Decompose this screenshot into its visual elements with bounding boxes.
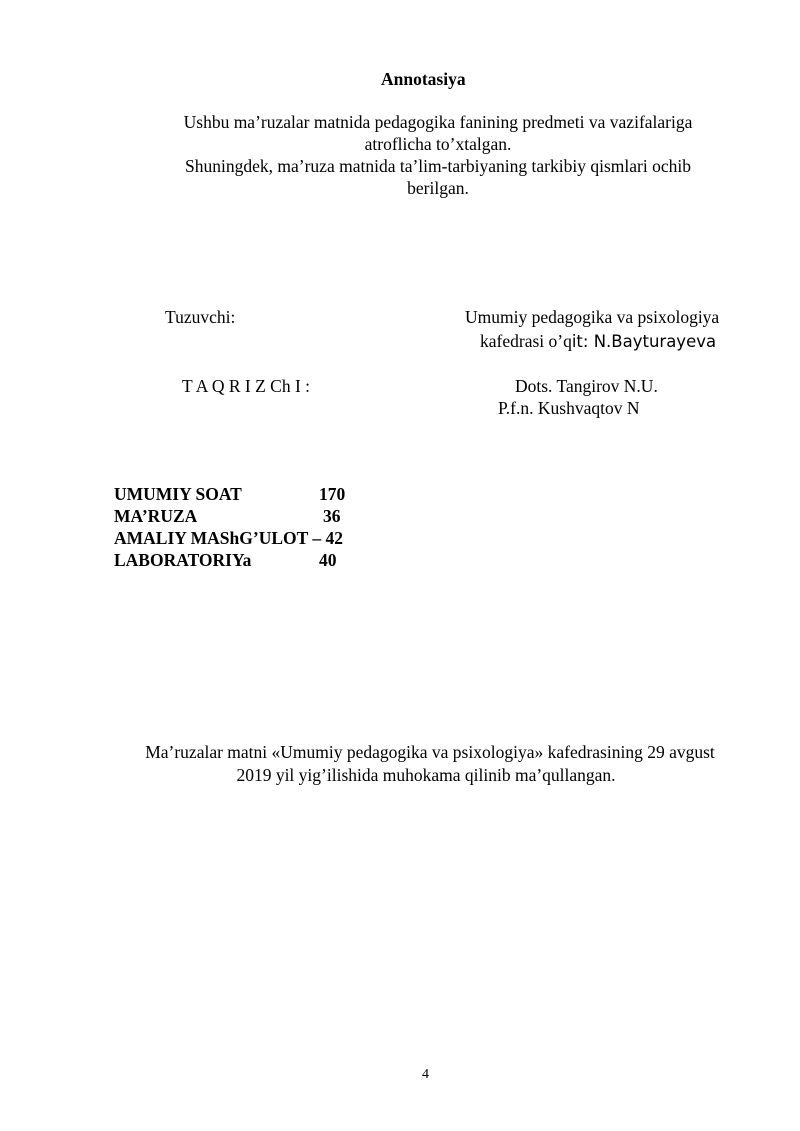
- reviewer-label: T A Q R I Z Ch I :: [182, 376, 311, 396]
- annotation-line-3: Shuningdek, ma’ruza matnida ta’lim-tarbiyaning tarkibiy qismlari ochib: [185, 156, 691, 176]
- approval-line-2: 2019 yil yig’ilishida muhokama qilinib ma’qullangan.: [236, 765, 616, 785]
- hours-label: UMUMIY SOAT: [114, 484, 242, 504]
- hours-label: MA’RUZA: [114, 506, 198, 526]
- hours-table: [114, 483, 345, 571]
- hours-row: [114, 527, 345, 549]
- hours-value: 40: [319, 550, 337, 570]
- reviewer-1: Dots. Tangirov N.U.: [515, 376, 658, 396]
- compiler-name-line: [480, 330, 716, 353]
- annotation-title: Annotasiya: [381, 69, 466, 89]
- annotation-line-4: berilgan.: [407, 178, 469, 198]
- compiler-label: Tuzuvchi:: [165, 307, 236, 327]
- annotation-line-1: Ushbu ma’ruzalar matnida pedagogika fanining predmeti va vazifalariga: [183, 112, 693, 132]
- hours-label: LABORATORIYa: [114, 550, 252, 570]
- hours-row: [114, 549, 345, 571]
- hours-value: 170: [319, 484, 346, 504]
- compiler-department: Umumiy pedagogika va psixologiya: [465, 307, 720, 327]
- hours-value: 36: [323, 506, 341, 526]
- compiler-position-prefix: kafedrasi o’q: [480, 331, 572, 351]
- hours-label: AMALIY MAShG’ULOT – 42: [114, 528, 343, 548]
- approval-line-1: Ma’ruzalar matni «Umumiy pedagogika va psixologiya» kafedrasining 29 avgust: [145, 742, 715, 762]
- page-number: 4: [422, 1067, 429, 1082]
- reviewer-2: P.f.n. Kushvaqtov N: [498, 398, 640, 418]
- compiler-name: it: N.Bayturayeva: [571, 332, 717, 351]
- hours-row: [114, 483, 345, 505]
- annotation-line-2: atroflicha to’xtalgan.: [364, 134, 512, 154]
- hours-row: [114, 505, 345, 527]
